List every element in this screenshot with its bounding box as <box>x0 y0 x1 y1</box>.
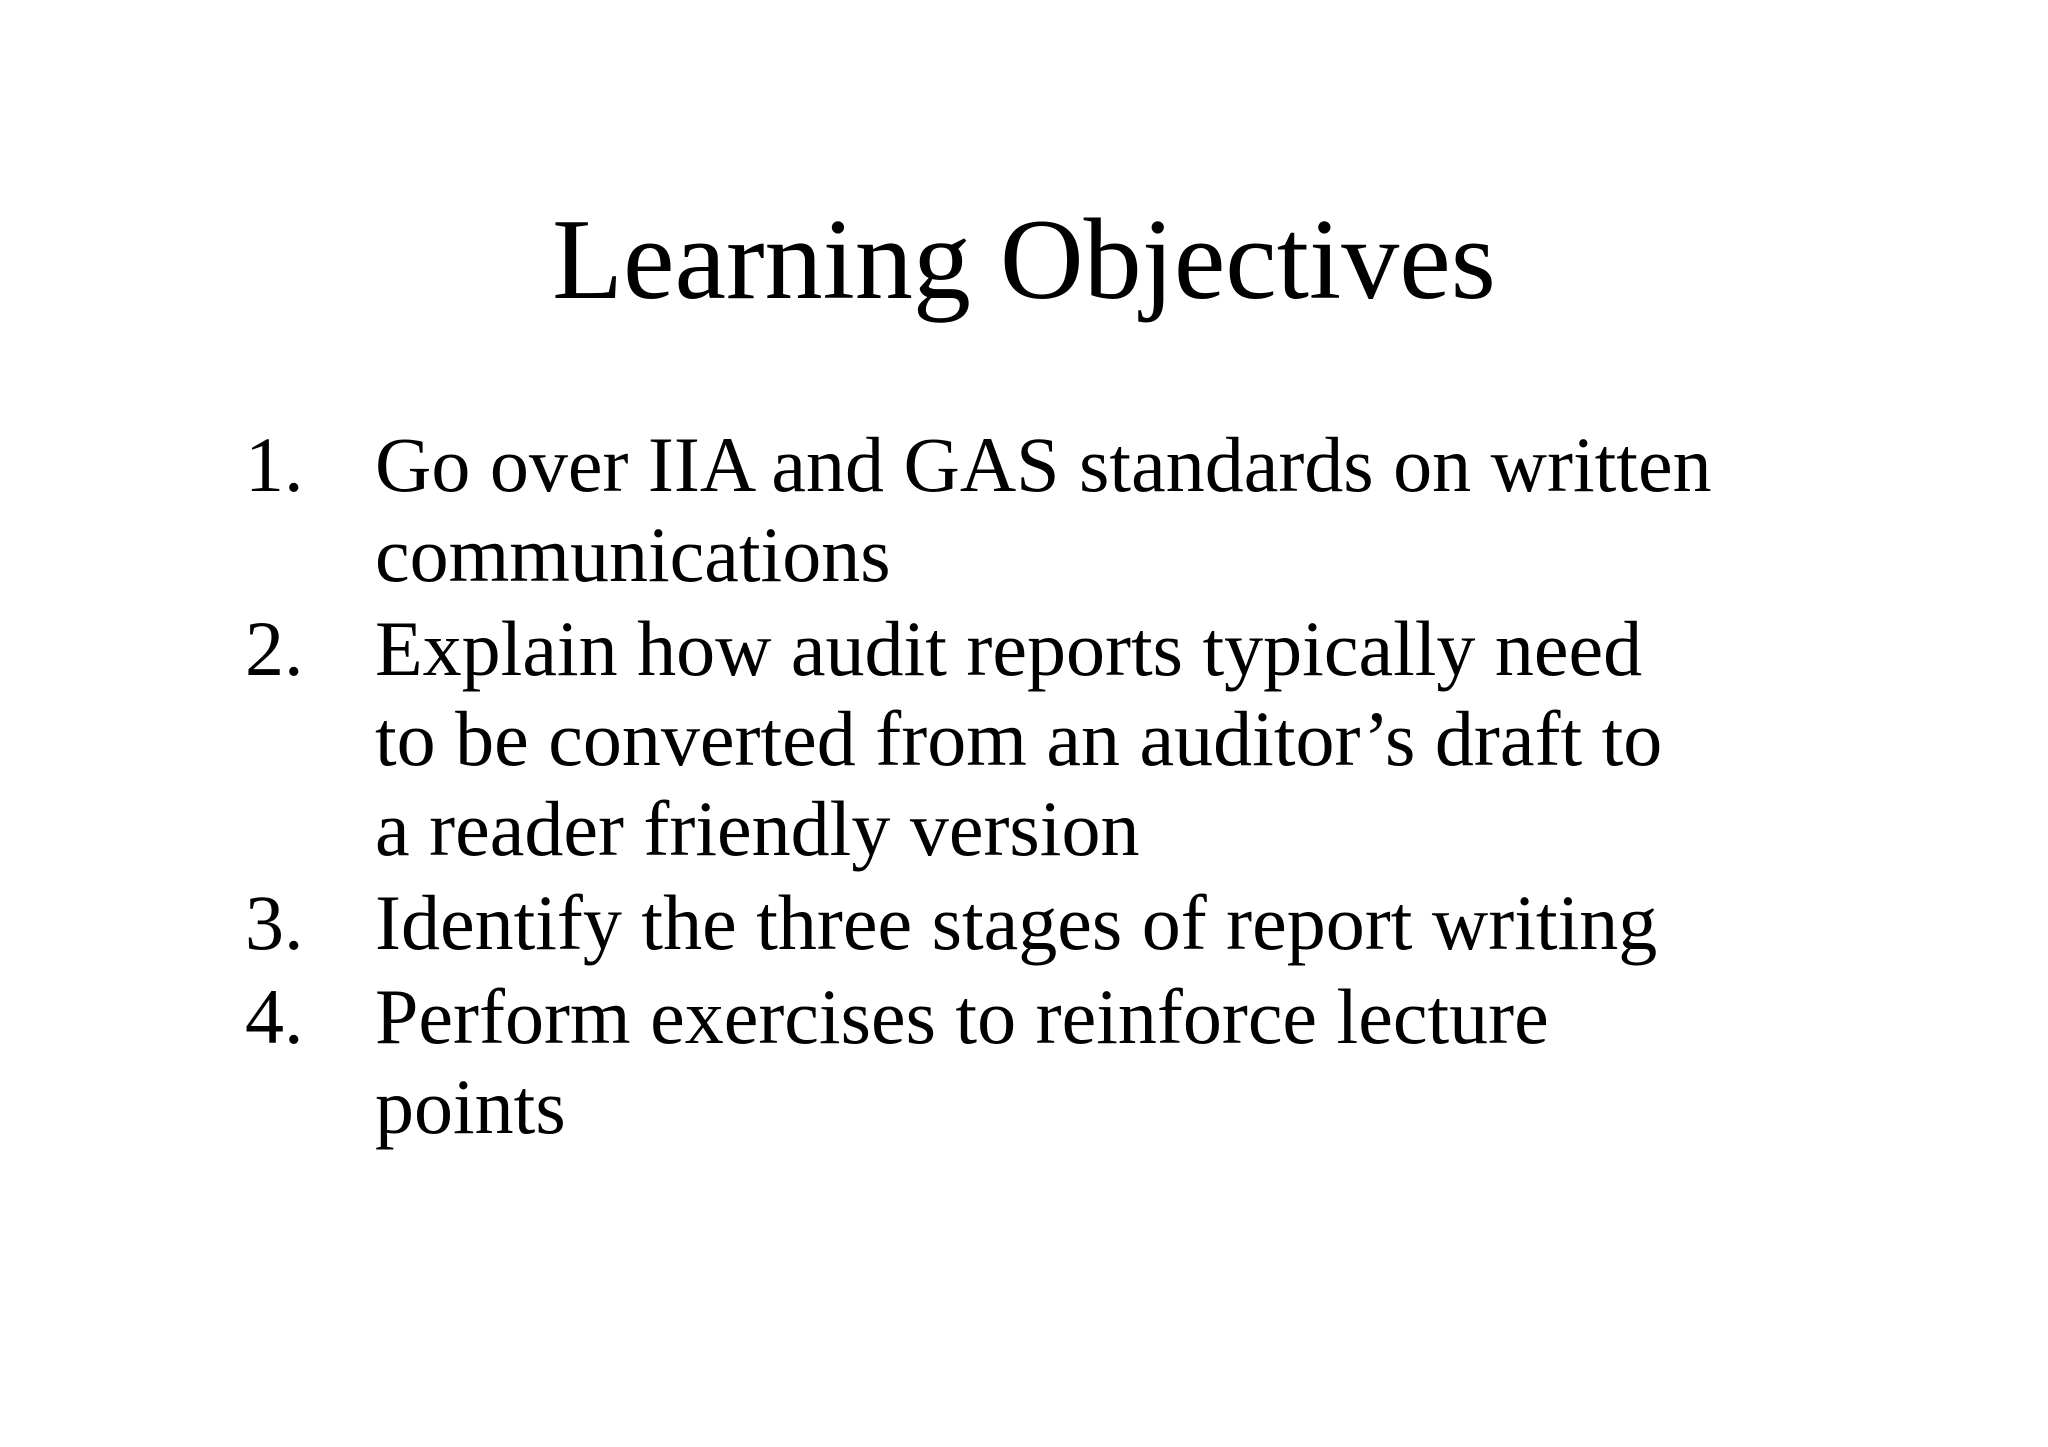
objective-item <box>245 878 1865 968</box>
objective-text-line: communications <box>375 511 891 598</box>
objective-number: 3. <box>245 879 304 966</box>
slide-title: Learning Objectives <box>552 196 1496 324</box>
objectives-list <box>245 420 1865 1156</box>
objective-number: 1. <box>245 421 304 508</box>
objective-item <box>245 420 1865 600</box>
objective-item <box>245 604 1865 874</box>
objective-text-line: Perform exercises to reinforce lecture <box>375 973 1549 1060</box>
objective-text-line: a reader friendly version <box>375 785 1140 872</box>
objective-text-line: points <box>375 1063 566 1150</box>
objective-number: 4. <box>245 973 304 1060</box>
objective-number: 2. <box>245 605 304 692</box>
objective-item <box>245 972 1865 1152</box>
objective-text-line: Identify the three stages of report writing <box>375 879 1658 966</box>
objective-text-line: Go over IIA and GAS standards on written <box>375 421 1712 508</box>
objective-text-line: Explain how audit reports typically need <box>375 605 1643 692</box>
objective-text-line: to be converted from an auditor’s draft to <box>375 695 1663 782</box>
